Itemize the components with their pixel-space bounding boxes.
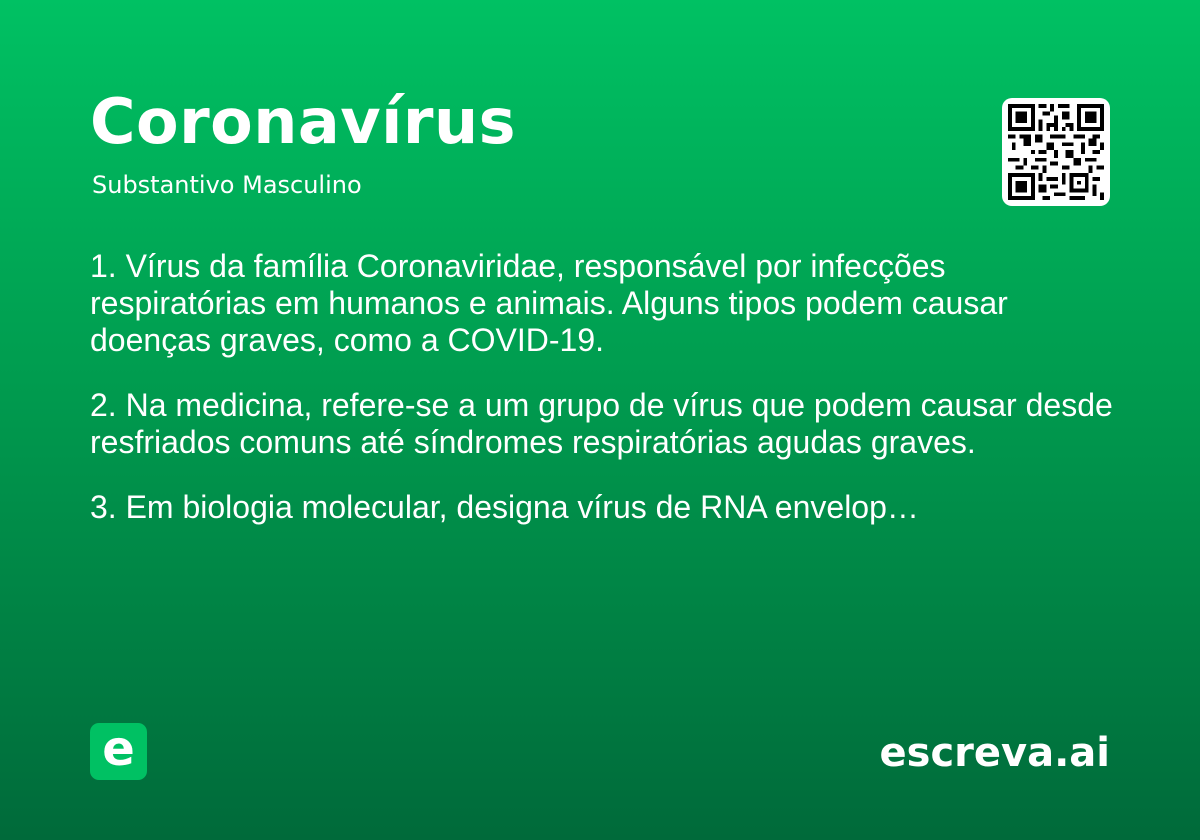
brand-wordmark[interactable]: escreva.ai [879,730,1110,776]
qr-code-icon [1008,104,1104,200]
word-title: Coronavírus [90,85,517,158]
definition-item: 2. Na medicina, refere-se a um grupo de vírus que podem causar desde resfriados comuns até síndromes respiratórias agudas graves. [90,387,1113,460]
definition-item: 3. Em biologia molecular, designa vírus de RNA envelop… [90,489,919,525]
part-of-speech: Substantivo Masculino [92,171,362,199]
qr-code[interactable] [1002,98,1110,206]
definitions-list [90,248,1120,554]
definition-item: 1. Vírus da família Coronaviridae, responsável por infecções respiratórias em humanos e animais. Alguns tipos podem causar doenças graves, como a COVID-19. [90,248,1008,358]
escreva-logo-icon[interactable] [90,723,147,780]
logo-letter: e [102,721,135,777]
